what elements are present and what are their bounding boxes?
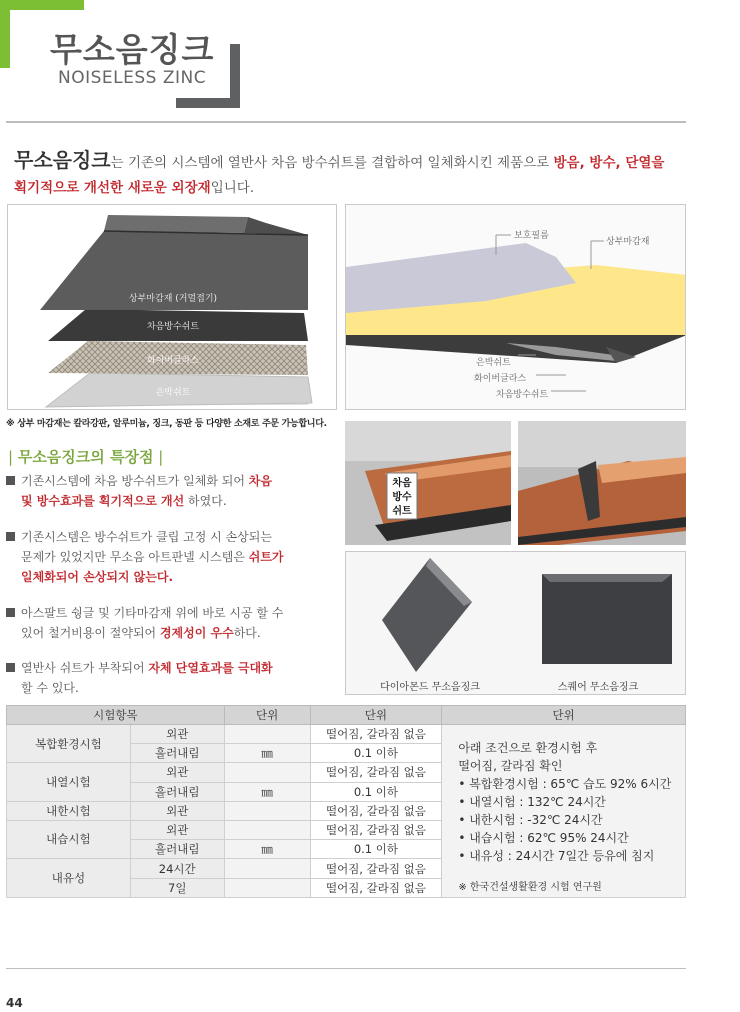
cell-item: 흘러내림 (130, 744, 224, 763)
cell-value: 떨어짐, 갈라짐 없음 (310, 820, 442, 840)
label-protective-film: 보호필름 (514, 231, 549, 241)
cell-unit (224, 820, 310, 840)
panel-photo-left (345, 421, 511, 545)
cell-group: 복합환경시험 (7, 725, 131, 763)
bullet-square-icon (6, 476, 15, 485)
cell-group: 내습시험 (7, 820, 131, 859)
test-spec-table (6, 705, 686, 898)
cell-value: 떨어짐, 갈라짐 없음 (310, 725, 442, 744)
cell-group: 내열시험 (7, 763, 131, 802)
feature-item: 열반사 쉬트가 부착되어 자체 단열효과를 극대화 할 수 있다. (6, 658, 336, 698)
layers-illustration (7, 204, 337, 410)
feature-item: 기존시스템에 차음 방수쉬트가 일체화 되어 차음 및 방수효과를 획기적으로 개선 하였다. (6, 471, 336, 511)
cell-value: 0.1 이하 (310, 840, 442, 859)
intro-highlight-1: 방음, 방수, 단열을 (553, 155, 665, 171)
cell-item: 24시간 (130, 859, 224, 879)
header-note: 단위 (442, 706, 686, 725)
cell-item: 외관 (130, 763, 224, 783)
table-header-row (7, 706, 686, 725)
cell-unit: ㎜ (224, 840, 310, 859)
label-top-finish: 상부마감재 (606, 237, 650, 247)
feature-item: 아스팔트 쉉글 및 기타마감재 위에 바로 시공 할 수 있어 철거비용이 절약되어 경제성이 우수하다. (6, 603, 336, 643)
header-unit: 단위 (224, 706, 310, 725)
cell-item: 외관 (130, 725, 224, 744)
features-title: | 무소음징크의 특장점 | (8, 448, 164, 466)
cell-unit (224, 879, 310, 898)
layer-label-sheet: 차음방수쉬트 (146, 322, 200, 332)
cell-unit: ㎜ (224, 744, 310, 763)
bullet-square-icon (6, 532, 15, 541)
cell-unit (224, 801, 310, 820)
page-title: 무소음징크 (50, 30, 215, 69)
bullet-square-icon (6, 608, 15, 617)
cell-value: 떨어짐, 갈라짐 없음 (310, 801, 442, 820)
photo-tag-line-3: 쉬트 (392, 506, 412, 517)
table-row (7, 725, 686, 744)
cell-item: 7일 (130, 879, 224, 898)
product-square-label: 스퀘어 무소음징크 (557, 682, 639, 693)
page-number: 44 (6, 996, 23, 1010)
cell-item: 흘러내림 (130, 782, 224, 801)
cell-unit (224, 725, 310, 744)
layer-label-foil: 은박쉬트 (155, 388, 191, 398)
section-illustration (345, 204, 686, 410)
intro-text-2: 입니다. (210, 180, 255, 196)
label-fiber-glass: 화이버글라스 (474, 374, 527, 384)
product-photos (345, 551, 686, 695)
cell-group: 내한시험 (7, 801, 131, 820)
intro-paragraph (14, 148, 684, 201)
features-title-text: 무소음징크의 특장점 (17, 448, 154, 466)
cell-unit: ㎜ (224, 782, 310, 801)
cell-value: 떨어짐, 갈라짐 없음 (310, 859, 442, 879)
material-note: ※ 상부 마감재는 칼라강판, 알루미늄, 징크, 동판 등 다양한 소재로 주문 가능합니다. (6, 419, 327, 429)
product-diamond-label: 다이아몬드 무소음징크 (380, 682, 480, 693)
cell-unit (224, 763, 310, 783)
cell-item: 외관 (130, 820, 224, 840)
photo-tag-line-2: 방수 (392, 492, 412, 503)
cell-value: 떨어짐, 갈라짐 없음 (310, 763, 442, 783)
test-conditions-note: 아래 조건으로 환경시험 후 떨어짐, 갈라짐 확인 • 복합환경시험 : 65℃ 습도 92% 6시간 • 내열시험 : 132℃ 24시간 • 내한시험 : -32℃ 24시간 • 내습시험 : 62℃ 95% 24시간 • 내유성 : 24시간 7일간 등유에 침지 ※ 한국건설생활환경 시험 연구원 (442, 725, 686, 898)
cell-value: 0.1 이하 (310, 782, 442, 801)
cell-item: 외관 (130, 801, 224, 820)
header-test-item: 시험항목 (7, 706, 225, 725)
photo-tag-line-1: 차음 (392, 478, 412, 489)
intro-lead: 무소음징크 (14, 148, 111, 172)
cell-group: 내유성 (7, 859, 131, 898)
footer-divider (6, 968, 686, 969)
cell-item: 흘러내림 (130, 840, 224, 859)
cell-value: 0.1 이하 (310, 744, 442, 763)
cell-value: 떨어짐, 갈라짐 없음 (310, 879, 442, 898)
header-value: 단위 (310, 706, 442, 725)
note-source: ※ 한국건설생활환경 시험 연구원 (458, 882, 602, 893)
page-subtitle: NOISELESS ZINC (58, 68, 207, 88)
label-sound-sheet: 차음방수쉬트 (496, 390, 549, 400)
feature-item: 기존시스템은 방수쉬트가 클립 고정 시 손상되는 문제가 있었지만 무소음 아트판넬 시스템은 쉬트가 일체화되어 손상되지 않는다. (6, 527, 336, 587)
intro-highlight-2: 획기적으로 개선한 새로운 외장재 (14, 180, 211, 196)
cell-unit (224, 859, 310, 879)
panel-photo-right (518, 421, 686, 545)
intro-text-1: 는 기존의 시스템에 열반사 차음 방수쉬트를 결합하여 일체화시킨 제품으로 (110, 155, 554, 171)
bullet-square-icon (6, 663, 15, 672)
layer-label-fiber: 화이버글라스 (146, 356, 200, 366)
label-foil-sheet: 은박쉬트 (476, 358, 511, 368)
header-divider (6, 121, 686, 123)
layer-label-top: 상부마감재 (거멀접기) (128, 294, 218, 304)
